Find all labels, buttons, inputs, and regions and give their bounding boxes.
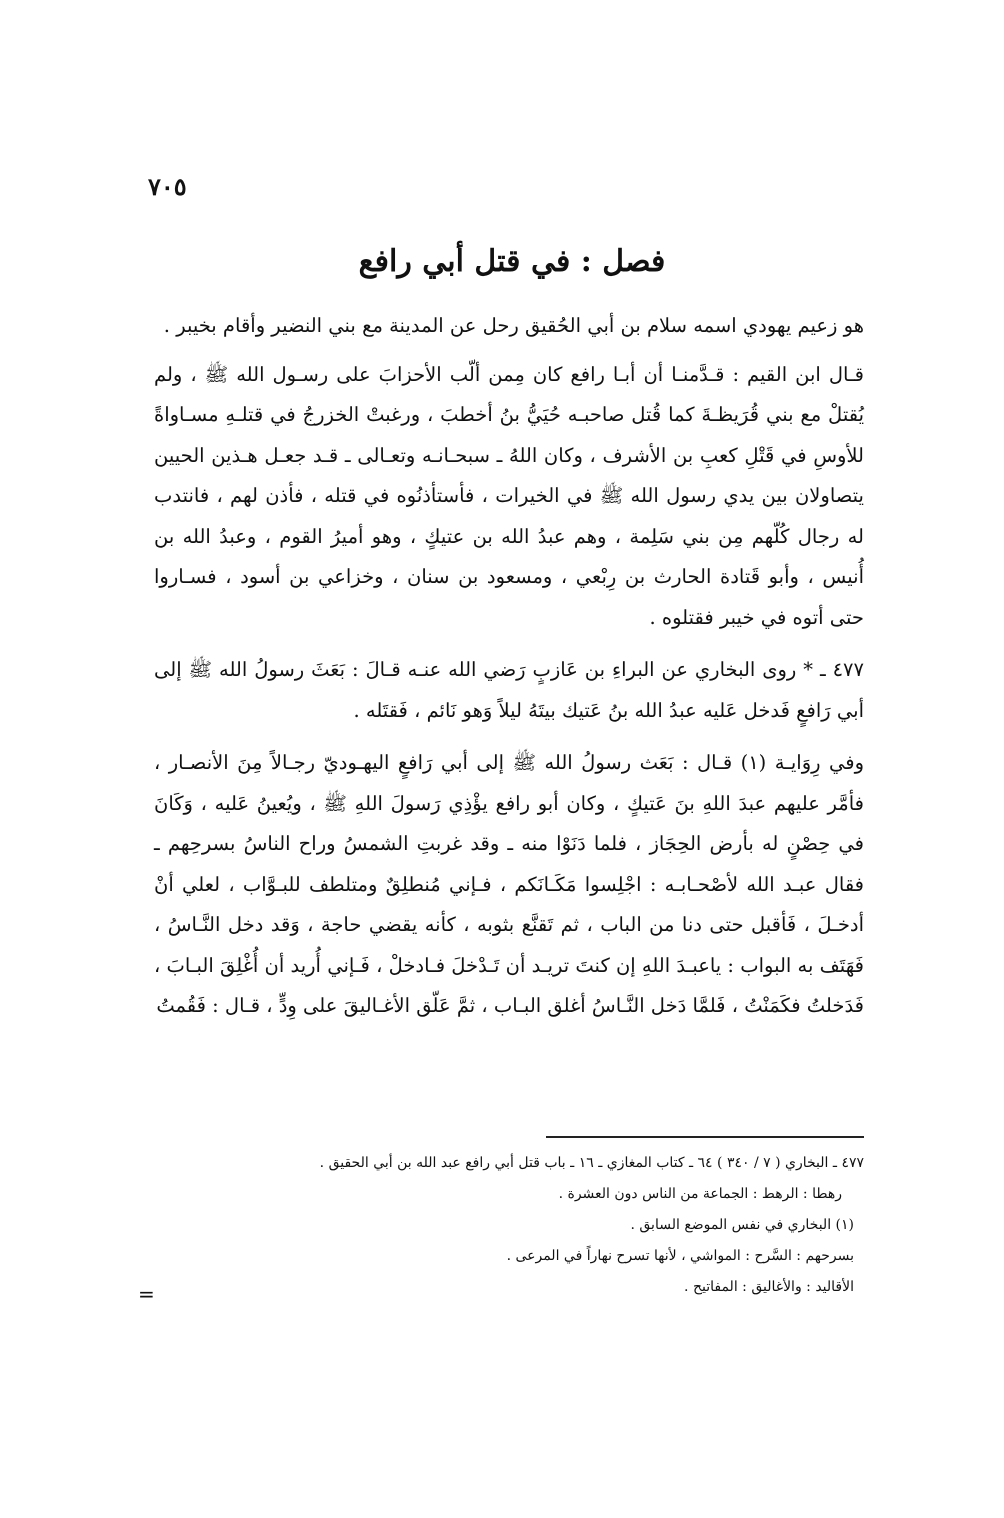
paragraph-hadith-477: ٤٧٧ ـ * روى البخاري عن البراءِ بن عَازبٍ رَضي الله عنـه قـالَ : بَعَثَ رسولُ الله ﷺ إلى أبي رَافعٍ فَدخل عَليه عبدُ الله بنُ عَتيك بيتَهُ ليلاً وَهو نَائم ، فَقتَله .: [154, 658, 864, 722]
footnote-477: ٤٧٧ ـ البخاري ( ٧ / ٣٤٠ ) ٦٤ ـ كتاب المغازي ـ ١٦ ـ باب قتل أبي رافع عبد الله بن أبي الحقيق .: [319, 1155, 864, 1171]
gloss-aghaleeq: الأقاليد : والأغاليق : المفاتيح .: [684, 1279, 854, 1295]
paragraph-ibn-al-qayyim: قـال ابن القيم : قـدَّمنـا أن أبـا رافع كان مِمن ألّب الأحزابَ على رسـول الله ﷺ ، ولم يُقتلْ مع بني قُرَيظـةَ كما قُتل صاحبـه حُيَيُّ بنُ أخطبَ ، ورغبتْ الخزرجُ في قتلـهِ مسـاواةً للأوسِ في قَتْلِ كعبِ بن الأشرف ، وكان اللهُ ـ سبحـانـه وتعـالى ـ قـد جعـل هـذين الحيين يتصاولان بين يدي رسول الله ﷺ في الخيرات ، فأستأذنُوه في قتله ، فأذن لهم ، فانتدب له رجال كُلّهم مِن بني سَلِمة ، وهم عبدُ الله بن عتيكٍ ، وهو أميرُ القوم ، وعبدُ الله بن أُنيس ، وأبو قَتادة الحارث بن رِبْعي ، ومسعود بن سنان ، وخزاعي بن أسود ، فسـاروا حتى أتوه في خيبر فقتلوه .: [154, 362, 864, 629]
footnote-1: (١) البخاري في نفس الموضع السابق .: [630, 1217, 854, 1233]
gloss-sarh: بسرحهم : السَّرح : المواشي ، لأنها تسرح نهاراً في المرعى .: [506, 1248, 854, 1264]
continuation-mark: =: [138, 1282, 155, 1306]
gloss-rahtan: رهطا : الرهط : الجماعة من الناس دون العشرة .: [558, 1186, 842, 1202]
footnotes: [154, 1148, 864, 1303]
page-number: ٧٠٥: [148, 172, 187, 201]
footnote-separator: [546, 1136, 864, 1138]
chapter-title: فصل : في قتل أبي رافع: [358, 244, 666, 279]
intro-paragraph: هو زعيم يهودي اسمه سلام بن أبي الحُقيق رحل عن المدينة مع بني النضير وأقام بخيبر .: [163, 314, 864, 337]
main-text: [154, 306, 864, 1027]
paragraph-riwaya: وفي رِوَايـة (١) قـال : بَعَث رسولُ الله ﷺ إلى أبي رَافعٍ اليهـوديّ رجـالاً مِنَ الأنصـار ، فأمَّر عليهم عبدَ اللهِ بنَ عَتيكٍ ، وكان أبو رافع يؤْذِي رَسولَ اللهِ ﷺ ، ويُعينُ عَليه ، وَكَانَ في حِصْنٍ له بأرض الحِجَاز ، فلما دَنَوْا منه ـ وقد غربتِ الشمسُ وراح الناسُ بسرحِهم ـ فقال عبـد الله لأصْحـابـه : اجْلِسوا مَكَـانَكم ، فـإني مُنطلِقٌ ومتلطف للبـوَّاب ، لعلي أنْ أدخـلَ ، فَأقبل حتى دنا من الباب ، ثم تَقنَّع بثوبه ، كأنه يقضي حاجة ، وَقد دخل النَّـاسُ ، فَهَتَف به البواب : ياعبـدَ اللهِ إن كنتَ تريـد أن تَـدْخلَ فـادخلْ ، فَـإني أُريد أن أُغْلِقَ البـابَ ، فَدَخلتُ فكَمَنْتُ ، فَلمَّا دَخل النَّـاسُ أغلق البـاب ، ثمَّ عَلّق الأغـاليقَ على وِدٍّ ، قـال : فَقُمتُ: [154, 751, 864, 1017]
